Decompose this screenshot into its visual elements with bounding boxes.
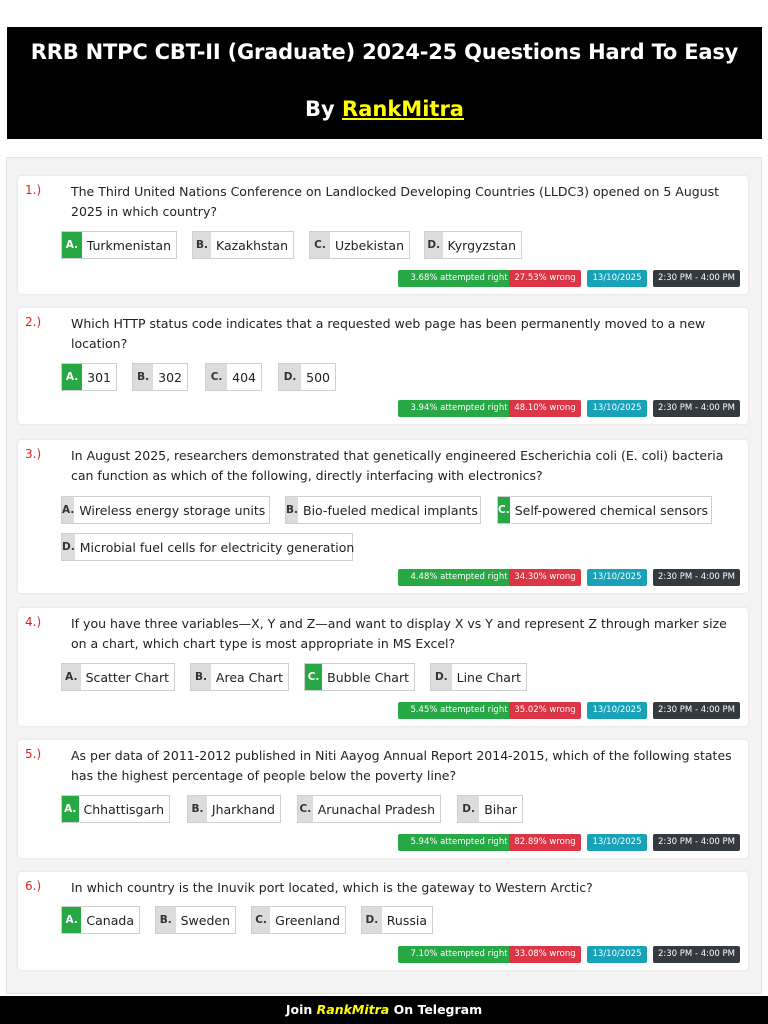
wrong-badge: 82.89% wrong (509, 834, 581, 851)
attempted-right-badge: 4.48% attempted right (398, 569, 520, 586)
footer-prefix: Join (285, 1002, 313, 1017)
option-letter: A. (62, 796, 79, 822)
option-text: Greenland (275, 912, 340, 928)
option-letter: D. (425, 232, 443, 258)
option-text: 404 (232, 369, 256, 385)
wrong-badge: 34.30% wrong (509, 569, 581, 586)
option-text: Uzbekistan (334, 237, 404, 253)
option-letter: B. (191, 664, 211, 690)
date-badge: 13/10/2025 (587, 270, 647, 287)
time-badge: 2:30 PM - 4:00 PM (653, 702, 740, 719)
option-letter: D. (279, 364, 301, 390)
option-letter: C. (498, 497, 510, 523)
option-c[interactable] (205, 363, 262, 391)
option-text: Line Chart (456, 669, 521, 685)
option-text: Area Chart (215, 669, 283, 685)
option-letter: B. (188, 796, 207, 822)
option-text: Turkmenistan (86, 237, 171, 253)
question-text: In which country is the Inuvik port located, which is the gateway to Western Arctic? (71, 880, 593, 895)
attempted-right-badge: 3.94% attempted right (398, 400, 520, 417)
question-text: Which HTTP status code indicates that a requested web page has been permanently moved to a new location? (71, 316, 706, 351)
option-d[interactable] (457, 795, 523, 823)
byline (7, 97, 762, 121)
date-badge: 13/10/2025 (587, 702, 647, 719)
wrong-badge: 35.02% wrong (509, 702, 581, 719)
option-b[interactable] (187, 795, 281, 823)
date-badge: 13/10/2025 (587, 400, 647, 417)
option-text: Sweden (180, 912, 230, 928)
option-letter: A. (62, 664, 81, 690)
time-badge: 2:30 PM - 4:00 PM (653, 569, 740, 586)
question-number: 2.) (25, 315, 42, 329)
footer-suffix: On Telegram (393, 1002, 483, 1017)
option-text: Kazakhstan (215, 237, 288, 253)
time-badge: 2:30 PM - 4:00 PM (653, 270, 740, 287)
page-header (7, 27, 762, 139)
option-letter: C. (206, 364, 227, 390)
page-title: RRB NTPC CBT-II (Graduate) 2024-25 Questions Hard To Easy (30, 40, 739, 64)
option-c[interactable] (497, 496, 712, 524)
option-letter: A. (62, 907, 81, 933)
wrong-badge: 48.10% wrong (509, 400, 581, 417)
option-c[interactable] (304, 663, 415, 691)
option-b[interactable] (132, 363, 188, 391)
option-b[interactable] (192, 231, 294, 259)
option-b[interactable] (285, 496, 481, 524)
option-letter: B. (133, 364, 153, 390)
question-card (18, 872, 748, 970)
option-text: Jharkhand (211, 801, 275, 817)
option-text: Bio-fueled medical implants (303, 502, 478, 518)
question-number: 6.) (25, 879, 42, 893)
option-text: 302 (158, 369, 182, 385)
attempted-right-badge: 7.10% attempted right (398, 946, 520, 963)
attempted-right-badge: 5.94% attempted right (398, 834, 520, 851)
option-text: Kyrgyzstan (447, 237, 516, 253)
question-card (18, 176, 748, 294)
option-letter: C. (310, 232, 330, 258)
option-letter: B. (286, 497, 298, 523)
option-letter: D. (362, 907, 382, 933)
option-a[interactable] (61, 231, 177, 259)
question-text: If you have three variables—X, Y and Z—and want to display X vs Y and represent Z through marker size on a chart, which chart type is most appropriate in MS Excel? (71, 616, 727, 651)
question-card (18, 308, 748, 424)
option-a[interactable] (61, 363, 117, 391)
time-badge: 2:30 PM - 4:00 PM (653, 834, 740, 851)
option-text: Scatter Chart (85, 669, 169, 685)
option-b[interactable] (190, 663, 289, 691)
option-a[interactable] (61, 663, 175, 691)
option-text: Bubble Chart (327, 669, 409, 685)
option-d[interactable] (361, 906, 433, 934)
option-d[interactable] (61, 533, 353, 561)
option-text: 301 (87, 369, 111, 385)
option-text: Bihar (484, 801, 517, 817)
question-card (18, 740, 748, 858)
option-a[interactable] (61, 906, 140, 934)
question-text: As per data of 2011-2012 published in Niti Aayog Annual Report 2014-2015, which of the following states has the highest percentage of people below the poverty line? (71, 748, 732, 783)
option-text: 500 (306, 369, 330, 385)
question-card (18, 608, 748, 726)
option-text: Russia (386, 912, 427, 928)
question-text: In August 2025, researchers demonstrated that genetically engineered Escherichia coli (E. coli) bacteria can function as which of the following, directly interfacing with electronics? (71, 448, 724, 483)
option-text: Canada (86, 912, 134, 928)
option-letter: B. (193, 232, 211, 258)
option-letter: C. (305, 664, 322, 690)
date-badge: 13/10/2025 (587, 834, 647, 851)
option-letter: A. (62, 364, 82, 390)
question-text: The Third United Nations Conference on Landlocked Developing Countries (LLDC3) opened on 5 August 2025 in which country? (71, 184, 720, 219)
option-letter: B. (156, 907, 176, 933)
attempted-right-badge: 3.68% attempted right (398, 270, 520, 287)
option-letter: C. (252, 907, 270, 933)
question-number: 5.) (25, 747, 42, 761)
time-badge: 2:30 PM - 4:00 PM (653, 946, 740, 963)
option-b[interactable] (155, 906, 236, 934)
date-badge: 13/10/2025 (587, 946, 647, 963)
option-a[interactable] (61, 496, 270, 524)
option-c[interactable] (309, 231, 410, 259)
option-c[interactable] (297, 795, 441, 823)
time-badge: 2:30 PM - 4:00 PM (653, 400, 740, 417)
option-letter: A. (62, 232, 82, 258)
wrong-badge: 27.53% wrong (509, 270, 581, 287)
option-letter: D. (62, 534, 75, 560)
question-card (18, 440, 748, 593)
option-text: Arunachal Pradesh (317, 801, 435, 817)
option-a[interactable] (61, 795, 170, 823)
wrong-badge: 33.08% wrong (509, 946, 581, 963)
footer-brand: RankMitra (316, 1002, 390, 1017)
option-letter: A. (62, 497, 74, 523)
option-text: Chhattisgarh (83, 801, 164, 817)
question-number: 3.) (25, 447, 42, 461)
option-d[interactable] (278, 363, 336, 391)
option-d[interactable] (430, 663, 527, 691)
by-label: By (305, 97, 335, 121)
option-text: Microbial fuel cells for electricity generation (79, 539, 355, 555)
question-number: 4.) (25, 615, 42, 629)
option-letter: D. (458, 796, 479, 822)
date-badge: 13/10/2025 (587, 569, 647, 586)
question-number: 1.) (25, 183, 42, 197)
option-text: Wireless energy storage units (79, 502, 266, 518)
option-d[interactable] (424, 231, 522, 259)
option-c[interactable] (251, 906, 346, 934)
telegram-footer[interactable] (0, 996, 768, 1024)
option-text: Self-powered chemical sensors (514, 502, 709, 518)
option-letter: C. (298, 796, 313, 822)
attempted-right-badge: 5.45% attempted right (398, 702, 520, 719)
brand-link[interactable]: RankMitra (342, 97, 464, 121)
option-letter: D. (431, 664, 452, 690)
